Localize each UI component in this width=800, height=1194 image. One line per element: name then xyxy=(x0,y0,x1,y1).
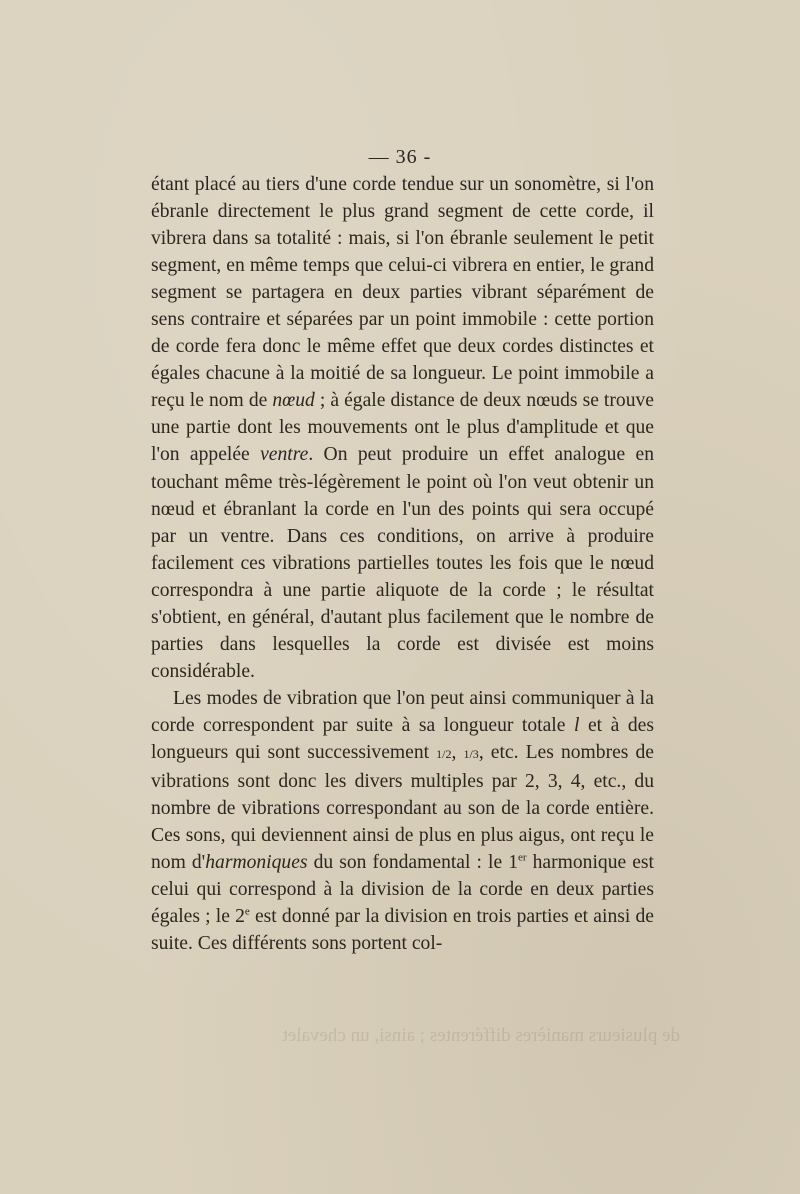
fraction-third: 1/3 xyxy=(463,746,479,761)
paragraph-sympathetic-vibration xyxy=(151,171,654,685)
text-run: ; à égale distance de deux nœuds se trouve une partie dont les mouvements ont le plus d'amplitude et que l'on appelée xyxy=(151,390,654,466)
text-run: harmonique est celui qui correspond à la division de la corde en deux parties égales ; le 2 xyxy=(151,852,655,928)
text-run: , etc. Les nombres de vibrations sont donc les divers multiples par 2, 3, 4, etc., du nombre de vibrations correspondant au son de la corde entière. Ces sons, qui deviennent ainsi de plus en plus aigus, ont reçu le nom d' xyxy=(151,741,654,874)
ordinal-superscript: e xyxy=(244,905,250,918)
page-number: — 36 - xyxy=(368,146,432,168)
text-run: est donné par la division en trois parties et ainsi de suite. Ces différents sons portent col- xyxy=(151,906,654,955)
variable-l: l xyxy=(573,714,580,736)
text-run: . On peut produire un effet analogue en touchant même très-légèrement le point où l'on veut obtenir un nœud et ébranlant la corde en l'un des points qui sera occupé par un ventre. Dans ces conditions, on arrive à produire facilement ces vibrations partielles toutes les fois que le nœud correspondra à une partie aliquote de la corde ; le résultat s'obtient, en général, d'autant plus facilement que le nombre de parties dans lesquelles la corde est divisée est moins considérable. xyxy=(151,444,654,682)
text-run: étant placé au tiers d'une corde tendue sur un sonomètre, si l'on ébranle directement le plus grand segment de cette corde, il vibrera dans sa totalité : mais, si l'on ébranle seulement le petit segment, en même temps que celui-ci vibrera en entier, le grand segment se partagera en deux parties vibrant séparément de sens contraire et séparées par un point immobile : cette portion de corde fera donc le même effet que deux cordes distinctes et égales chacune à la moitié de sa longueur. Le point immobile a reçu le nom de xyxy=(151,174,654,412)
text-run: et à des longueurs qui sont successivement xyxy=(151,714,654,763)
term-noeud: nœud xyxy=(272,390,315,412)
bleed-through-text: de plusieurs manières différentes ; ainsi, un chevalet xyxy=(282,1025,680,1046)
term-ventre: ventre xyxy=(260,444,309,466)
body-text xyxy=(151,171,654,957)
fraction-half: 1/2 xyxy=(436,746,452,761)
paragraph-harmonics xyxy=(151,685,654,957)
text-run: Les modes de vibration que l'on peut ainsi communiquer à la corde correspondent par suite à sa longueur totale xyxy=(151,687,654,736)
ordinal-superscript: er xyxy=(518,851,527,864)
text-run: du son fondamental : le 1 xyxy=(307,852,518,874)
term-harmoniques: harmoniques xyxy=(205,852,308,874)
text-run: , xyxy=(451,741,464,763)
